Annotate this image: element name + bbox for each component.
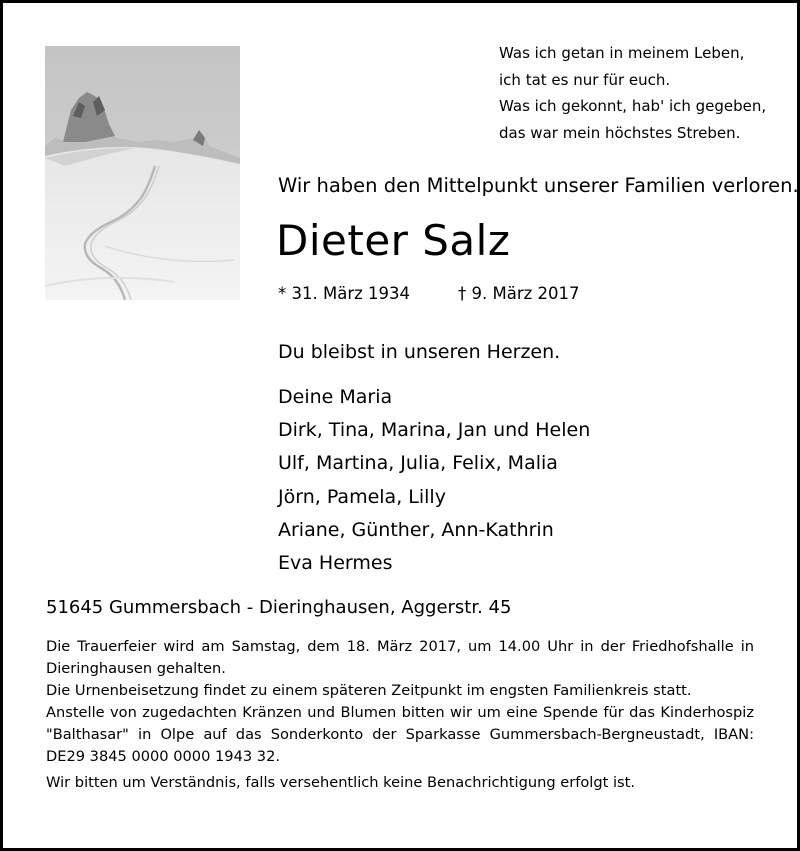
poem-line: Was ich gekonnt, hab' ich gegeben, [499,97,767,115]
address: 51645 Gummersbach - Dieringhausen, Aggerstr. 45 [46,597,512,618]
snowy-mountain-photo [45,46,240,300]
mourner-line: Ulf, Martina, Julia, Felix, Malia [278,452,558,475]
mourner-line: Ariane, Günther, Ann-Kathrin [278,518,554,541]
mourner-line: Dirk, Tina, Marina, Jan und Helen [278,419,591,442]
farewell-line: Du bleibst in unseren Herzen. [278,341,561,363]
ceremony-text: Die Trauerfeier wird am Samstag, dem 18. März 2017, um 14.00 Uhr in der Friedhofshalle in Dieringhausen gehalten. [46,638,754,677]
mourner-line: Jörn, Pamela, Lilly [278,485,446,508]
poem [499,40,789,146]
urn-burial-text: Die Urnenbeisetzung findet zu einem späteren Zeitpunkt im engsten Familienkreis statt. [46,682,692,699]
service-info [46,636,754,794]
headline: Wir haben den Mittelpunkt unserer Familien verloren. [278,174,799,197]
mourner-line: Deine Maria [278,386,393,408]
death-date: † 9. März 2017 [458,284,580,303]
mourner-line: Eva Hermes [278,552,393,575]
donation-text: Anstelle von zugedachten Kränzen und Blumen bitten wir um eine Spende für das Kinderhospiz "Balthasar" in Olpe auf das Sonderkonto der Sparkasse Gummersbach-Bergneustadt, IBAN: DE29 3845 0000 0000 1943 32. [46,704,754,765]
mourners-list [278,381,590,580]
poem-line: das war mein höchstes Streben. [499,123,741,142]
poem-line: Was ich getan in meinem Leben, [499,44,745,62]
snow-landscape-image [45,46,240,300]
apology-text: Wir bitten um Verständnis, falls versehentlich keine Benachrichtigung erfolgt ist. [46,774,635,791]
birth-date: * 31. März 1934 [278,284,411,303]
deceased-name: Dieter Salz [276,216,511,265]
poem-line: ich tat es nur für euch. [499,70,671,89]
